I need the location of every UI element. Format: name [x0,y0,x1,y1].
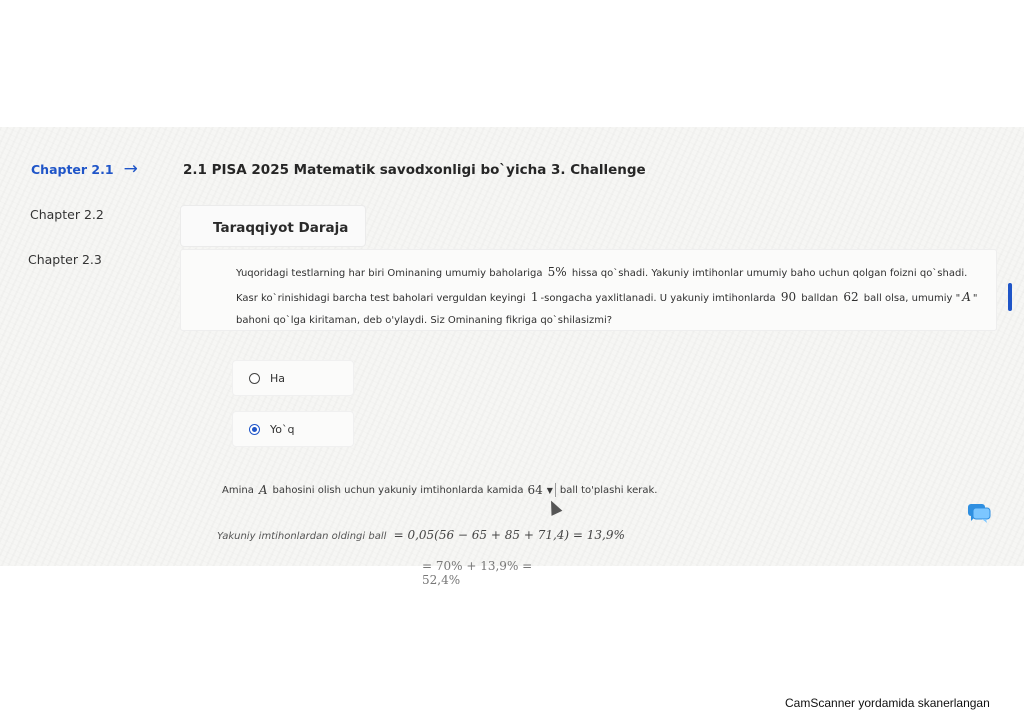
question-part: -songacha yaxlitlanadi. U yakuniy imtihonlarda [540,292,776,304]
sidebar-item-label: Chapter 2.2 [30,206,104,222]
sidebar-item-chapter-2-3[interactable] [28,251,168,267]
progress-title: Taraqqiyot Daraja [213,220,349,236]
sidebar-item-chapter-2-1[interactable] [28,161,168,177]
select-value: 64 [527,483,543,497]
solution-text: Yakuniy imtihonlardan oldingi ball [217,531,387,542]
answer-text: Amina [222,484,254,496]
arrow-right-icon: → [123,159,138,179]
question-part: hissa qo`shadi. Yakuniy imtihonlar umumiy baho uchun qolgan foizni qo`shadi. Kasr ko`rinishidagi barcha test baholari verguldan keyingi [236,268,968,304]
solution-line [217,528,625,542]
sidebar-item-label: Chapter 2.3 [28,251,102,267]
sidebar-item-chapter-2-2[interactable] [28,206,168,222]
answer-text: bahosini olish uchun yakuniy imtihonlarda kamida [272,484,524,496]
scanned-screenshot [0,127,1024,587]
cut-off-line: = 70% + 13,9% = 52,4% [422,559,533,587]
answer-text: ball to'plashi kerak. [559,484,658,496]
sidebar-item-label: Chapter 2.1 [31,161,114,177]
question-part: ball olsa, umumiy " [863,292,961,304]
answer-select[interactable] [525,483,555,497]
math-value: 1 [530,289,539,304]
math-value: A [962,289,971,304]
chapter-sidebar [28,161,168,296]
math-value: 90 [780,289,797,304]
radio-unchecked-icon[interactable] [249,373,260,384]
option-label: Ha [270,371,286,385]
question-part: Yuqoridagi testlarning har biri Ominaning umumiy baholariga [236,268,543,279]
mouse-pointer-icon [546,498,563,516]
question-part: " bahoni qo`lga kiritaman, deb o'ylaydi. Siz Ominaning fikriga qo`shilasizmi? [236,292,978,326]
math-value: A [258,483,268,497]
radio-checked-icon[interactable] [249,424,260,435]
math-value: = 0,05(56 − 65 + 85 + 71,4) = 13,9% [393,528,625,542]
scrollbar-thumb[interactable] [1008,283,1012,311]
chevron-down-icon: ▼ [546,485,553,495]
option-label: Yo`q [270,422,295,436]
page-title: 2.1 PISA 2025 Matematik savodxonligi bo`yicha 3. Challenge [183,162,646,178]
option-yoq[interactable] [232,411,354,447]
scanner-watermark: CamScanner yordamida skanerlangan [785,696,990,710]
question-text [236,261,978,333]
chat-icon[interactable] [967,502,991,524]
math-value: 62 [843,289,859,304]
question-part: balldan [801,292,839,304]
math-value: 5% [547,265,567,279]
option-ha[interactable] [232,360,354,396]
answer-line [222,483,657,497]
